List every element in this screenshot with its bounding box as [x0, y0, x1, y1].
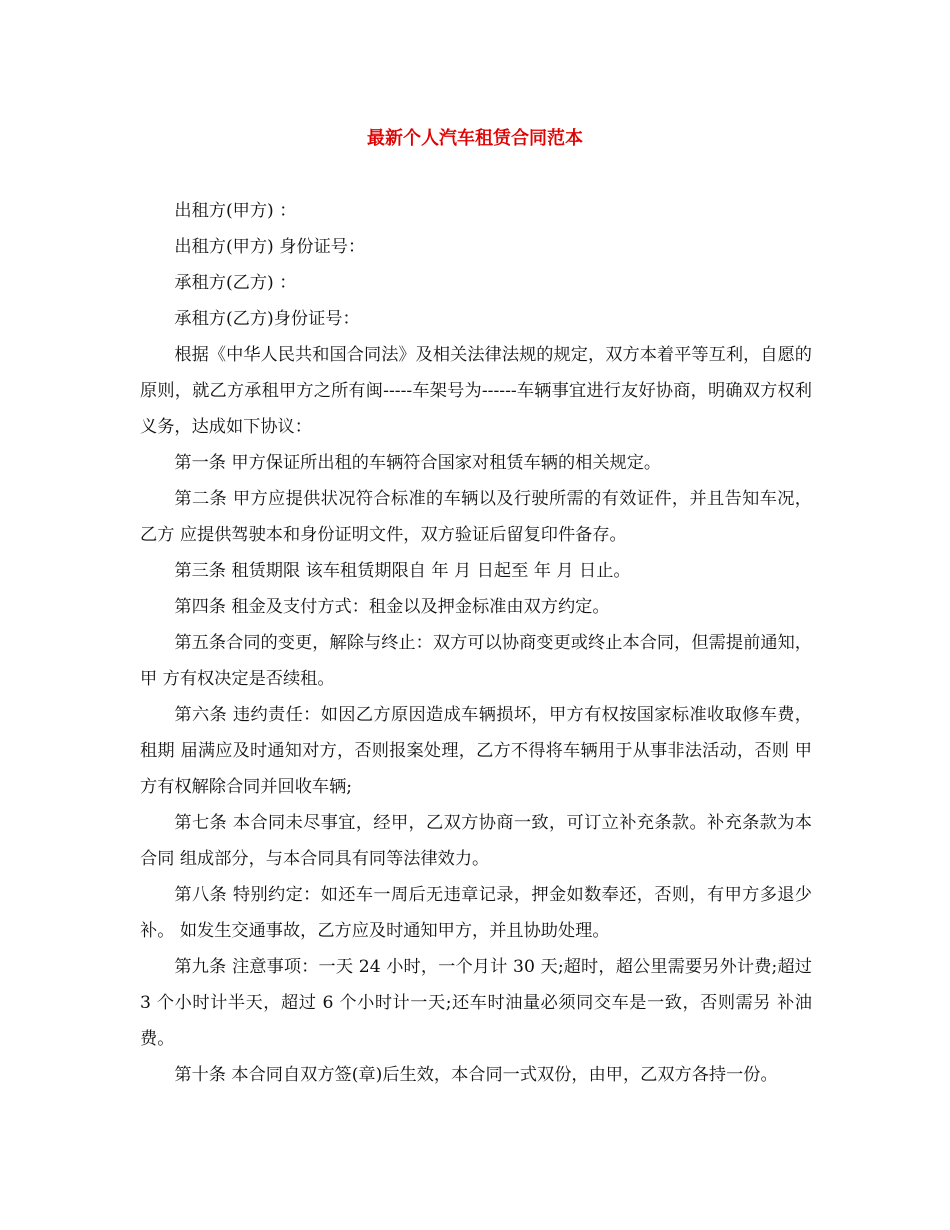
- article-5: 第五条合同的变更，解除与终止：双方可以协商变更或终止本合同，但需提前通知，甲 方有权决定是否续租。: [140, 633, 812, 689]
- article-4: 第四条 租金及支付方式：租金以及押金标准由双方约定。: [174, 597, 610, 617]
- article-10: 第十条 本合同自双方签(章)后生效，本合同一式双份，由甲，乙双方各持一份。: [174, 1065, 778, 1085]
- article-7: 第七条 本合同未尽事宜，经甲，乙双方协商一致，可订立补充条款。补充条款为本合同 组成部分，与本合同具有同等法律效力。: [140, 813, 812, 869]
- article-9: 第九条 注意事项：一天 24 小时，一个月计 30 天;超时，超公里需要另外计费;超过 3 个小时计半天，超过 6 个小时计一天;还车时油量必须同交车是一致，否则需另 补油费。: [140, 957, 812, 1049]
- article-2: 第二条 甲方应提供状况符合标准的车辆以及行驶所需的有效证件，并且告知车况，乙方 应提供驾驶本和身份证明文件，双方验证后留复印件备存。: [140, 489, 812, 545]
- article-1: 第一条 甲方保证所出租的车辆符合国家对租赁车辆的相关规定。: [174, 453, 662, 473]
- article-8: 第八条 特别约定：如还车一周后无违章记录，押金如数奉还，否则，有甲方多退少补。 如发生交通事故，乙方应及时通知甲方，并且协助处理。: [140, 885, 812, 941]
- preamble-paragraph: 根据《中华人民共和国合同法》及相关法律法规的规定，双方本着平等互利，自愿的 原则，就乙方承租甲方之所有闽-----车架号为------车辆事宜进行友好协商，明确双方权利义务，达成如下协议：: [140, 345, 812, 437]
- party-a-name: 出租方(甲方) ：: [174, 201, 297, 221]
- article-3: 第三条 租赁期限 该车租赁期限自 年 月 日起至 年 月 日止。: [174, 561, 631, 581]
- document-body: [140, 193, 812, 1093]
- party-b-id: 承租方(乙方)身份证号：: [174, 309, 360, 329]
- article-6: 第六条 违约责任：如因乙方原因造成车辆损坏，甲方有权按国家标准收取修车费，租期 届满应及时通知对方，否则报案处理，乙方不得将车辆用于从事非法活动，否则 甲方有权解除合同并回收车辆;: [140, 705, 812, 797]
- party-b-name: 承租方(乙方) ：: [174, 273, 297, 293]
- document-title: 最新个人汽车租赁合同范本: [367, 128, 583, 149]
- party-a-id: 出租方(甲方) 身份证号：: [174, 237, 366, 257]
